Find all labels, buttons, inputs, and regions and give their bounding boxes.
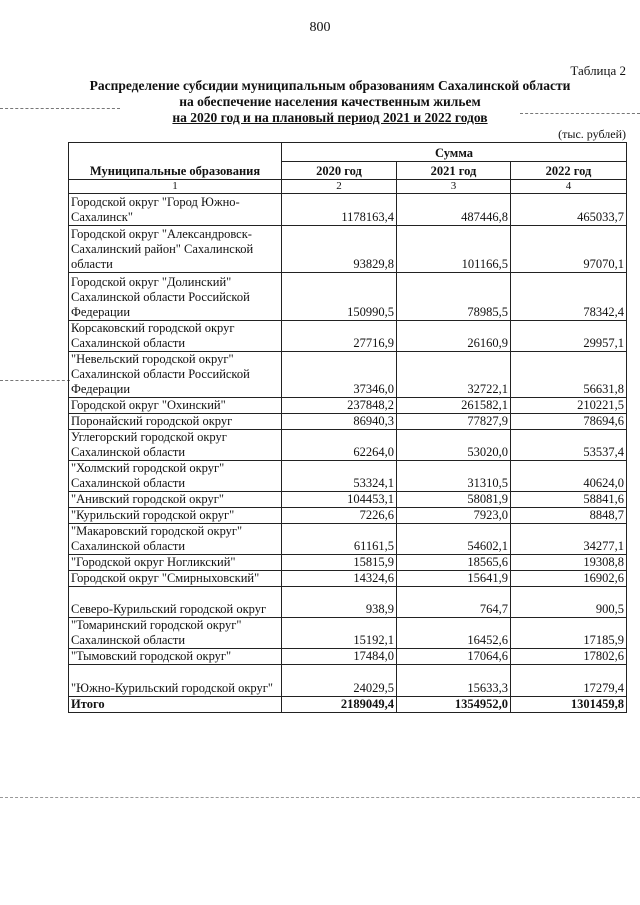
amount-2022: 17185,9 <box>511 618 627 649</box>
amount-2022: 97070,1 <box>511 226 627 273</box>
table-row <box>69 492 627 508</box>
amount-2022: 900,5 <box>511 587 627 618</box>
municipality-name: Городской округ "Александровск-Сахалинский район" Сахалинской области <box>69 226 282 273</box>
amount-2022: 465033,7 <box>511 194 627 226</box>
amount-2021: 101166,5 <box>397 226 511 273</box>
municipality-name: "Макаровский городской округ" Сахалинской области <box>69 524 282 555</box>
table-row <box>69 508 627 524</box>
municipality-name: "Тымовский городской округ" <box>69 649 282 665</box>
amount-2022: 17279,4 <box>511 665 627 697</box>
amount-2022: 78694,6 <box>511 414 627 430</box>
total-2020: 2189049,4 <box>282 697 397 713</box>
amount-2020: 7226,6 <box>282 508 397 524</box>
table-row <box>69 665 627 697</box>
total-label: Итого <box>69 697 282 713</box>
amount-2020: 150990,5 <box>282 273 397 321</box>
municipality-name: "Южно-Курильский городской округ" <box>69 665 282 697</box>
scan-artifact-line <box>0 380 70 381</box>
amount-2021: 7923,0 <box>397 508 511 524</box>
column-index: 1 <box>69 180 282 194</box>
municipality-name: Городской округ "Смирныховский" <box>69 571 282 587</box>
amount-2022: 40624,0 <box>511 461 627 492</box>
amount-2021: 54602,1 <box>397 524 511 555</box>
table-row <box>69 226 627 273</box>
amount-2022: 53537,4 <box>511 430 627 461</box>
amount-2021: 53020,0 <box>397 430 511 461</box>
municipality-name: Городской округ "Долинский" Сахалинской области Российской Федерации <box>69 273 282 321</box>
amount-2022: 78342,4 <box>511 273 627 321</box>
amount-2021: 15633,3 <box>397 665 511 697</box>
amount-2021: 15641,9 <box>397 571 511 587</box>
table-row <box>69 398 627 414</box>
amount-2020: 61161,5 <box>282 524 397 555</box>
amount-2020: 15815,9 <box>282 555 397 571</box>
table-row <box>69 461 627 492</box>
amount-2020: 27716,9 <box>282 321 397 352</box>
table-row <box>69 649 627 665</box>
amount-2021: 31310,5 <box>397 461 511 492</box>
amount-2020: 24029,5 <box>282 665 397 697</box>
amount-2020: 93829,8 <box>282 226 397 273</box>
title-line-1: Распределение субсидии муниципальным образованиям Сахалинской области <box>89 78 571 93</box>
amount-2022: 16902,6 <box>511 571 627 587</box>
column-index: 4 <box>511 180 627 194</box>
table-title <box>60 78 600 126</box>
header-year-2021: 2021 год <box>397 162 511 180</box>
amount-2021: 764,7 <box>397 587 511 618</box>
header-year-2022: 2022 год <box>511 162 627 180</box>
municipality-name: "Томаринский городской округ" Сахалинской области <box>69 618 282 649</box>
units-label: (тыс. рублей) <box>558 127 626 141</box>
amount-2020: 14324,6 <box>282 571 397 587</box>
amount-2022: 58841,6 <box>511 492 627 508</box>
table-row <box>69 571 627 587</box>
subsidy-table <box>68 142 627 713</box>
scan-artifact-line <box>520 113 640 114</box>
amount-2020: 938,9 <box>282 587 397 618</box>
amount-2022: 8848,7 <box>511 508 627 524</box>
amount-2020: 237848,2 <box>282 398 397 414</box>
header-sum: Сумма <box>282 143 627 162</box>
table-row <box>69 414 627 430</box>
title-line-2: на обеспечение населения качественным жильем <box>179 94 481 109</box>
municipality-name: "Невельский городской округ" Сахалинской области Российской Федерации <box>69 352 282 398</box>
amount-2020: 15192,1 <box>282 618 397 649</box>
total-2022: 1301459,8 <box>511 697 627 713</box>
amount-2020: 1178163,4 <box>282 194 397 226</box>
amount-2020: 53324,1 <box>282 461 397 492</box>
amount-2021: 18565,6 <box>397 555 511 571</box>
amount-2021: 32722,1 <box>397 352 511 398</box>
municipality-name: "Городской округ Ногликский" <box>69 555 282 571</box>
municipality-name: "Холмский городской округ" Сахалинской области <box>69 461 282 492</box>
amount-2021: 487446,8 <box>397 194 511 226</box>
table-row <box>69 194 627 226</box>
amount-2022: 29957,1 <box>511 321 627 352</box>
amount-2021: 261582,1 <box>397 398 511 414</box>
total-row <box>69 697 627 713</box>
table-row <box>69 618 627 649</box>
table-row <box>69 524 627 555</box>
table-row <box>69 352 627 398</box>
table-row <box>69 321 627 352</box>
amount-2022: 17802,6 <box>511 649 627 665</box>
municipality-name: Городской округ "Город Южно-Сахалинск" <box>69 194 282 226</box>
municipality-name: Корсаковский городской округ Сахалинской области <box>69 321 282 352</box>
table-row <box>69 555 627 571</box>
amount-2020: 86940,3 <box>282 414 397 430</box>
table-row <box>69 430 627 461</box>
amount-2022: 56631,8 <box>511 352 627 398</box>
page-number: 800 <box>309 20 331 35</box>
municipality-name: Северо-Курильский городской округ <box>69 587 282 618</box>
amount-2021: 26160,9 <box>397 321 511 352</box>
amount-2022: 34277,1 <box>511 524 627 555</box>
amount-2021: 78985,5 <box>397 273 511 321</box>
amount-2021: 58081,9 <box>397 492 511 508</box>
total-2021: 1354952,0 <box>397 697 511 713</box>
amount-2020: 104453,1 <box>282 492 397 508</box>
municipality-name: Углегорский городской округ Сахалинской области <box>69 430 282 461</box>
amount-2020: 37346,0 <box>282 352 397 398</box>
table-row <box>69 587 627 618</box>
scan-artifact-line <box>0 797 640 798</box>
table-label: Таблица 2 <box>570 63 626 78</box>
column-index: 2 <box>282 180 397 194</box>
amount-2021: 16452,6 <box>397 618 511 649</box>
amount-2021: 17064,6 <box>397 649 511 665</box>
scan-artifact-line <box>0 108 120 109</box>
header-year-2020: 2020 год <box>282 162 397 180</box>
column-index: 3 <box>397 180 511 194</box>
amount-2021: 77827,9 <box>397 414 511 430</box>
title-line-3: на 2020 год и на плановый период 2021 и 2022 годов <box>172 110 488 125</box>
amount-2022: 210221,5 <box>511 398 627 414</box>
amount-2020: 62264,0 <box>282 430 397 461</box>
header-municipalities: Муниципальные образования <box>69 143 282 180</box>
municipality-name: Городской округ "Охинский" <box>69 398 282 414</box>
table-body <box>69 194 627 697</box>
table-row <box>69 273 627 321</box>
amount-2022: 19308,8 <box>511 555 627 571</box>
municipality-name: "Анивский городской округ" <box>69 492 282 508</box>
municipality-name: Поронайский городской округ <box>69 414 282 430</box>
amount-2020: 17484,0 <box>282 649 397 665</box>
municipality-name: "Курильский городской округ" <box>69 508 282 524</box>
